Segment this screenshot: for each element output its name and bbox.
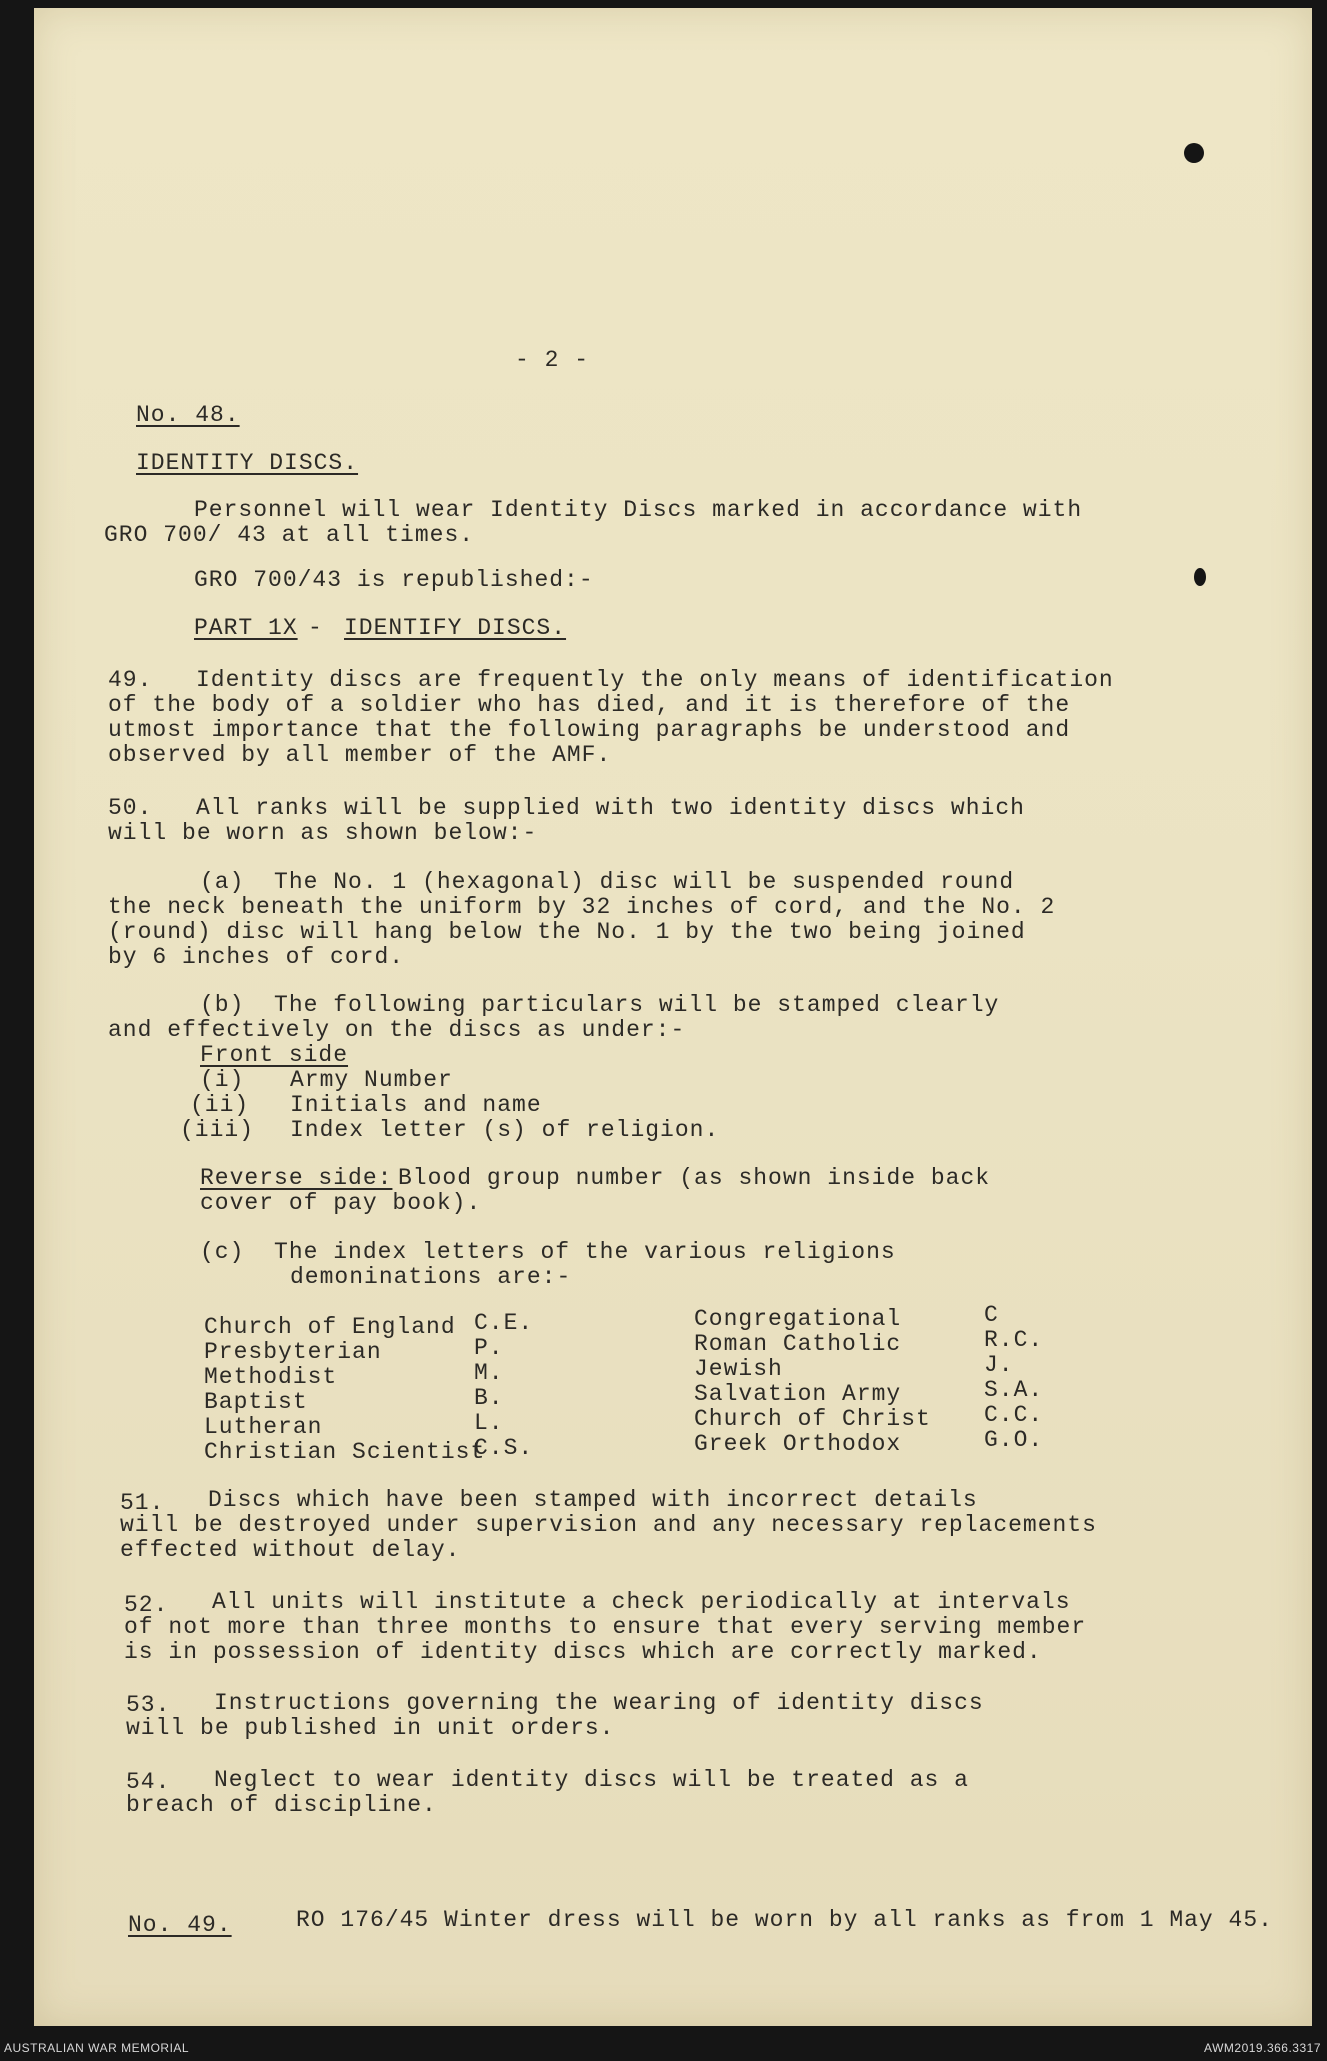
punch-hole xyxy=(1184,143,1204,163)
religion-code: C.E. xyxy=(474,1310,534,1336)
front-side-label: Front side xyxy=(200,1042,349,1068)
para-50-line: will be worn as shown below:- xyxy=(108,820,538,846)
religion-code: L. xyxy=(474,1410,504,1436)
footer-institution: AUSTRALIAN WAR MEMORIAL xyxy=(4,2041,190,2055)
front-side-item-number: (i) xyxy=(200,1067,245,1093)
religion-name: Salvation Army xyxy=(694,1381,902,1407)
para-a-line: the neck beneath the uniform by 32 inches of cord, and the No. 2 xyxy=(108,894,1056,920)
item-49-number: No. 49. xyxy=(128,1912,232,1938)
para-49-line: of the body of a soldier who has died, and it is therefore of the xyxy=(108,692,1071,718)
para-49-line: utmost importance that the following paragraphs be understood and xyxy=(108,717,1071,743)
punch-hole xyxy=(1194,568,1206,586)
para-52-number: 52. xyxy=(124,1592,169,1618)
front-side-item-text: Index letter (s) of religion. xyxy=(290,1117,720,1143)
para-54-line: breach of discipline. xyxy=(126,1792,437,1818)
para-53-line: Instructions governing the wearing of identity discs xyxy=(214,1690,984,1716)
para-53-line: will be published in unit orders. xyxy=(126,1715,615,1741)
intro-line: Personnel will wear Identity Discs marked in accordance with xyxy=(194,497,1083,523)
footer-accession-number: AWM2019.366.3317 xyxy=(1204,2041,1321,2055)
reverse-side-label: Reverse side: xyxy=(200,1165,393,1191)
para-c-line: (c) The index letters of the various religions xyxy=(200,1239,896,1265)
front-side-item-text: Army Number xyxy=(290,1067,453,1093)
part-dash: - xyxy=(308,615,323,641)
religion-name: Christian Scientist xyxy=(204,1439,486,1465)
para-a-line: by 6 inches of cord. xyxy=(108,944,405,970)
heading: IDENTITY DISCS. xyxy=(136,450,359,476)
part-title: IDENTIFY DISCS. xyxy=(344,615,567,641)
religion-code: S.A. xyxy=(984,1377,1044,1403)
religion-name: Methodist xyxy=(204,1364,338,1390)
religion-name: Baptist xyxy=(204,1389,308,1415)
para-a-line: (round) disc will hang below the No. 1 by the two being joined xyxy=(108,919,1026,945)
reverse-side-line: cover of pay book). xyxy=(200,1190,482,1216)
religion-code: P. xyxy=(474,1335,504,1361)
para-49-line: Identity discs are frequently the only means of identification xyxy=(196,667,1114,693)
religion-name: Presbyterian xyxy=(204,1339,382,1365)
republished-line: GRO 700/43 is republished:- xyxy=(194,567,594,593)
para-51-line: will be destroyed under supervision and any necessary replacements xyxy=(120,1512,1097,1538)
religion-code: C.S. xyxy=(474,1435,534,1461)
para-52-line: is in possession of identity discs which are correctly marked. xyxy=(124,1639,1042,1665)
religion-code: G.O. xyxy=(984,1427,1044,1453)
para-b-line: and effectively on the discs as under:- xyxy=(108,1017,686,1043)
front-side-item-text: Initials and name xyxy=(290,1092,542,1118)
religion-name: Roman Catholic xyxy=(694,1331,902,1357)
para-50-line: All ranks will be supplied with two identity discs which xyxy=(196,795,1025,821)
page-number: - 2 - xyxy=(515,347,590,373)
para-b-line: (b) The following particulars will be stamped clearly xyxy=(200,992,1000,1018)
para-51-line: effected without delay. xyxy=(120,1537,461,1563)
para-53-number: 53. xyxy=(126,1692,171,1718)
intro-line: GRO 700/ 43 at all times. xyxy=(104,522,475,548)
para-51-number: 51. xyxy=(120,1490,165,1516)
religion-name: Congregational xyxy=(694,1306,902,1332)
document-page xyxy=(34,8,1312,2026)
religion-name: Lutheran xyxy=(204,1414,323,1440)
religion-code: B. xyxy=(474,1385,504,1411)
para-54-line: Neglect to wear identity discs will be treated as a xyxy=(214,1767,969,1793)
religion-code: J. xyxy=(984,1352,1014,1378)
religion-name: Greek Orthodox xyxy=(694,1431,902,1457)
para-a-line: (a) The No. 1 (hexagonal) disc will be suspended round xyxy=(200,869,1015,895)
para-49-line: observed by all member of the AMF. xyxy=(108,742,612,768)
reverse-side-line: Blood group number (as shown inside back xyxy=(398,1165,991,1191)
religion-name: Jewish xyxy=(694,1356,783,1382)
para-c-line: demoninations are:- xyxy=(290,1264,572,1290)
para-50-number: 50. xyxy=(108,795,153,821)
religion-name: Church of Christ xyxy=(694,1406,931,1432)
religion-code: C xyxy=(984,1302,999,1328)
front-side-item-number: (iii) xyxy=(180,1117,255,1143)
para-54-number: 54. xyxy=(126,1769,171,1795)
item-49-text: RO 176/45 Winter dress will be worn by all ranks as from 1 May 45. xyxy=(296,1907,1273,1933)
religion-code: R.C. xyxy=(984,1327,1044,1353)
front-side-item-number: (ii) xyxy=(190,1092,250,1118)
para-52-line: All units will institute a check periodically at intervals xyxy=(212,1589,1071,1615)
religion-code: M. xyxy=(474,1360,504,1386)
religion-code: C.C. xyxy=(984,1402,1044,1428)
religion-name: Church of England xyxy=(204,1314,456,1340)
item-number: No. 48. xyxy=(136,402,240,428)
part-label: PART 1X xyxy=(194,615,298,641)
para-51-line: Discs which have been stamped with incorrect details xyxy=(208,1487,978,1513)
para-49-number: 49. xyxy=(108,667,153,693)
para-52-line: of not more than three months to ensure that every serving member xyxy=(124,1614,1087,1640)
